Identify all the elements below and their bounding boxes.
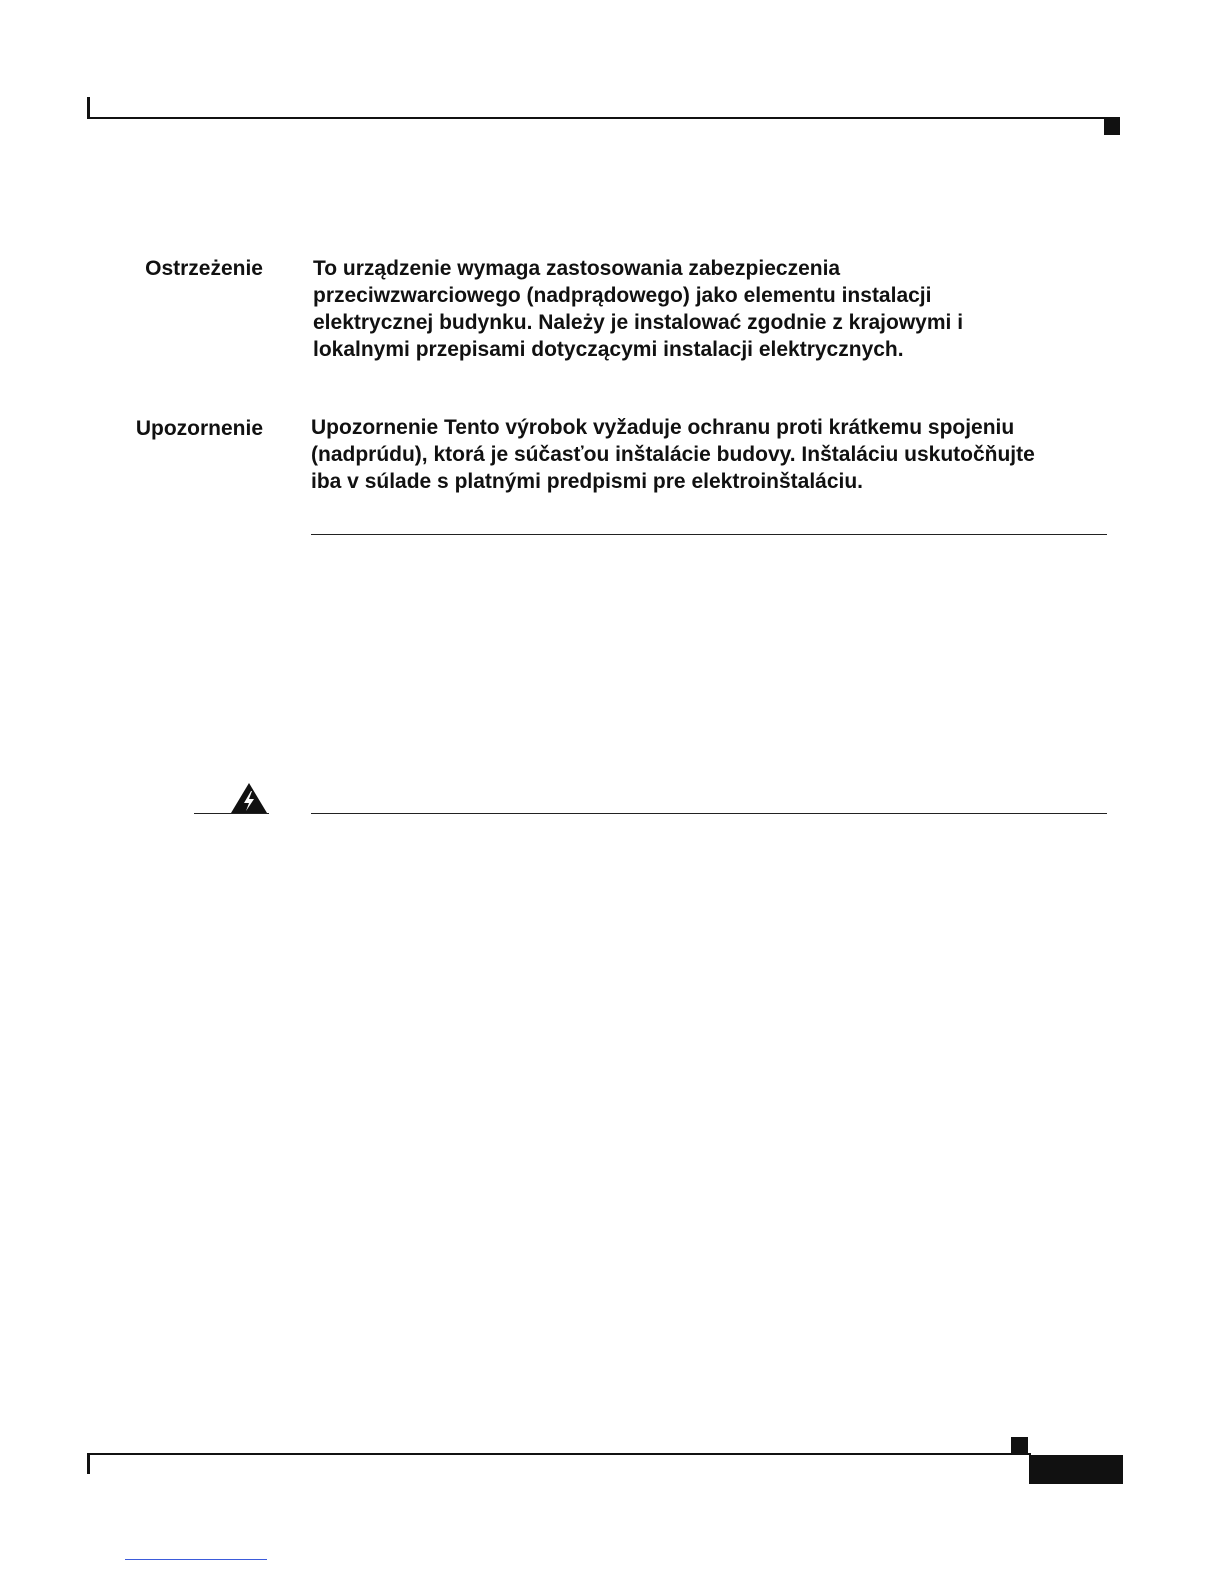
warning-icon-underline bbox=[194, 813, 269, 814]
footer-rule-tick bbox=[87, 1454, 90, 1474]
warning-label-polish: Ostrzeżenie bbox=[145, 257, 263, 280]
warning-text-line: lokalnymi przepisami dotyczącymi instalacji elektrycznych. bbox=[313, 338, 904, 361]
header-rule bbox=[87, 117, 1120, 119]
footer-rule bbox=[87, 1453, 1031, 1455]
warning-text-line: (nadprúdu), ktorá je súčasťou inštalácie budovy. Inštaláciu uskutočňujte bbox=[311, 443, 1035, 466]
header-rule-tick bbox=[87, 97, 90, 119]
footer-link-underline[interactable] bbox=[125, 1559, 267, 1560]
footer-marker-square bbox=[1011, 1437, 1028, 1453]
warning-triangle-lightning-icon bbox=[229, 782, 269, 814]
section-divider bbox=[311, 534, 1107, 535]
warning-text-line: przeciwzwarciowego (nadprądowego) jako elementu instalacji bbox=[313, 284, 932, 307]
warning-text-line: Upozornenie Tento výrobok vyžaduje ochranu proti krátkemu spojeniu bbox=[311, 416, 1015, 439]
warning-divider bbox=[311, 813, 1107, 814]
warning-text-line: iba v súlade s platnými predpismi pre elektroinštaláciu. bbox=[311, 470, 864, 493]
warning-label-slovak: Upozornenie bbox=[135, 417, 263, 440]
header-marker-square bbox=[1104, 119, 1120, 135]
warning-text-line: To urządzenie wymaga zastosowania zabezpieczenia bbox=[313, 257, 841, 280]
warning-text-polish bbox=[313, 255, 1113, 363]
footer-page-tab bbox=[1029, 1455, 1123, 1484]
warning-text-slovak bbox=[311, 414, 1111, 495]
warning-text-line: elektrycznej budynku. Należy je instalować zgodnie z krajowymi i bbox=[313, 311, 964, 334]
